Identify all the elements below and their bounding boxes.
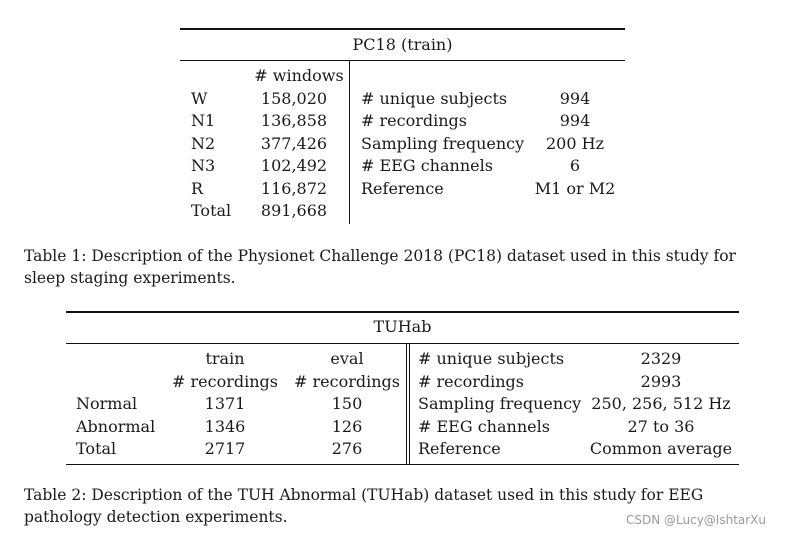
table2-property-value: 2993 [640,372,682,391]
table2-property-label: Sampling frequency [418,394,582,413]
table2-property-label: # unique subjects [418,349,565,368]
table2-row-label: Abnormal [76,417,156,436]
table2-property-value: 250, 256, 512 Hz [591,394,731,413]
table2-row-eval: 150 [331,394,363,413]
table2-bottom-rule [66,464,739,465]
table2-row-label: Normal [76,394,138,413]
table2-caption: Table 2: Description of the TUH Abnormal (TUHab) dataset used in this study for EEG pathology detection experiments. [24,486,704,526]
table1-property-label: Reference [361,179,444,198]
table1-row-value: 377,426 [260,134,328,153]
table2-col-header-eval: eval [330,349,364,368]
table1-row-label: N1 [191,111,216,130]
table1-property-label: # EEG channels [361,156,493,175]
table2-property-label: # EEG channels [418,417,550,436]
table2-col-header-train-sub: # recordings [172,372,278,391]
table1-row-value: 891,668 [260,201,328,220]
table2-row-train: 2717 [204,439,246,458]
table1-row-value: 116,872 [260,179,328,198]
table1-property-value: 994 [559,111,591,130]
table1-col-header-windows: # windows [254,66,344,85]
table2-property-value: Common average [589,439,733,458]
table2-property-value: 2329 [640,349,682,368]
table1-property-value: 994 [559,89,591,108]
table1-property-label: # recordings [361,111,467,130]
table2-divider-b [409,343,410,464]
table1-top-rule [180,28,625,30]
table2-top-rule [66,311,739,313]
watermark: CSDN @Lucy@IshtarXu [626,513,767,527]
table1-property-label: Sampling frequency [361,134,525,153]
table2-col-header-train: train [205,349,245,368]
table2-row-train: 1346 [204,417,246,436]
table1-row-value: 136,858 [260,111,328,130]
table2-property-label: # recordings [418,372,524,391]
table1-row-label: R [191,179,204,198]
table1-property-value: 200 Hz [545,134,604,153]
table2-property-label: Reference [418,439,501,458]
table2-header-rule [66,343,739,344]
table2-row-eval: 126 [331,417,363,436]
table2-row-train: 1371 [204,394,246,413]
table1-row-label: W [191,89,208,108]
table1-property-value: M1 or M2 [534,179,616,198]
table1-row-label: N2 [191,134,216,153]
table1-header-rule [180,60,625,61]
table1-property-label: # unique subjects [361,89,508,108]
table1-caption: Table 1: Description of the Physionet Challenge 2018 (PC18) dataset used in this study for sleep staging experiments. [24,247,736,287]
table1-divider [349,60,350,224]
table1-row-value: 102,492 [260,156,328,175]
table1-row-label: Total [191,201,232,220]
table1-row-value: 158,020 [260,89,328,108]
table2-property-value: 27 to 36 [627,417,695,436]
table2-col-header-eval-sub: # recordings [294,372,400,391]
table1-title: PC18 (train) [352,35,453,54]
table2-row-label: Total [76,439,117,458]
table1-row-label: N3 [191,156,216,175]
table1-property-value: 6 [569,156,581,175]
table2-title: TUHab [373,317,432,336]
table2-row-eval: 276 [331,439,363,458]
